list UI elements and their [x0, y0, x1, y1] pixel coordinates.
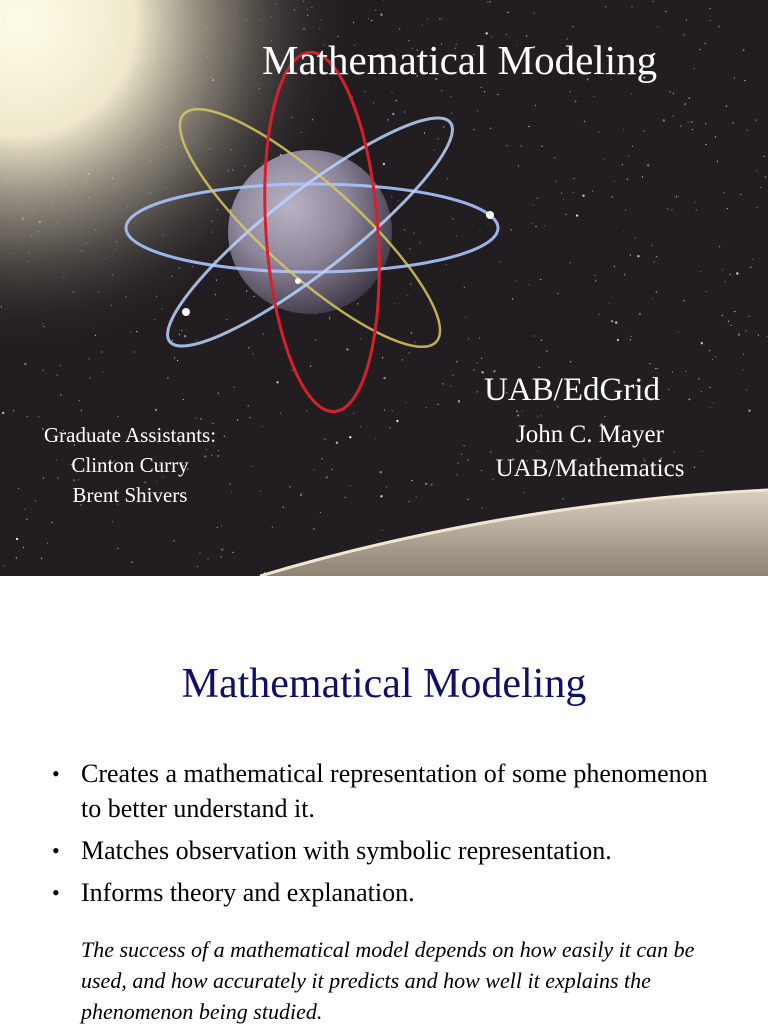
author-block	[470, 418, 710, 486]
italic-note: The success of a mathematical model depends on how easily it can be used, and how accurately it predicts and how well it explains the phenomenon being studied.	[81, 937, 695, 1024]
slide-title: Mathematical Modeling	[262, 37, 658, 83]
bullet-text: Informs theory and explanation.	[81, 878, 415, 907]
bullet-text: Matches observation with symbolic representation.	[81, 836, 612, 865]
bullet-item	[52, 756, 732, 826]
department-name: UAB/Mathematics	[495, 455, 685, 482]
graduate-assistants-block	[18, 420, 242, 510]
bullet-glyph: •	[52, 838, 60, 863]
bullet-item	[52, 833, 732, 868]
bullet-text: Creates a mathematical representation of some phenomenon to better understand it.	[81, 759, 708, 823]
bullet-glyph: •	[52, 761, 60, 786]
author-name: John C. Mayer	[516, 421, 664, 448]
bullet-list	[52, 756, 732, 917]
content-slide	[0, 576, 768, 1024]
slide-title: Mathematical Modeling	[181, 661, 587, 707]
bullet-glyph: •	[52, 880, 60, 905]
graduate-assistant-name: Brent Shivers	[72, 483, 188, 507]
organization-name: UAB/EdGrid	[484, 372, 660, 408]
graduate-assistants-heading: Graduate Assistants:	[43, 423, 217, 447]
bullet-item	[52, 875, 732, 910]
graduate-assistant-name: Clinton Curry	[71, 453, 189, 477]
